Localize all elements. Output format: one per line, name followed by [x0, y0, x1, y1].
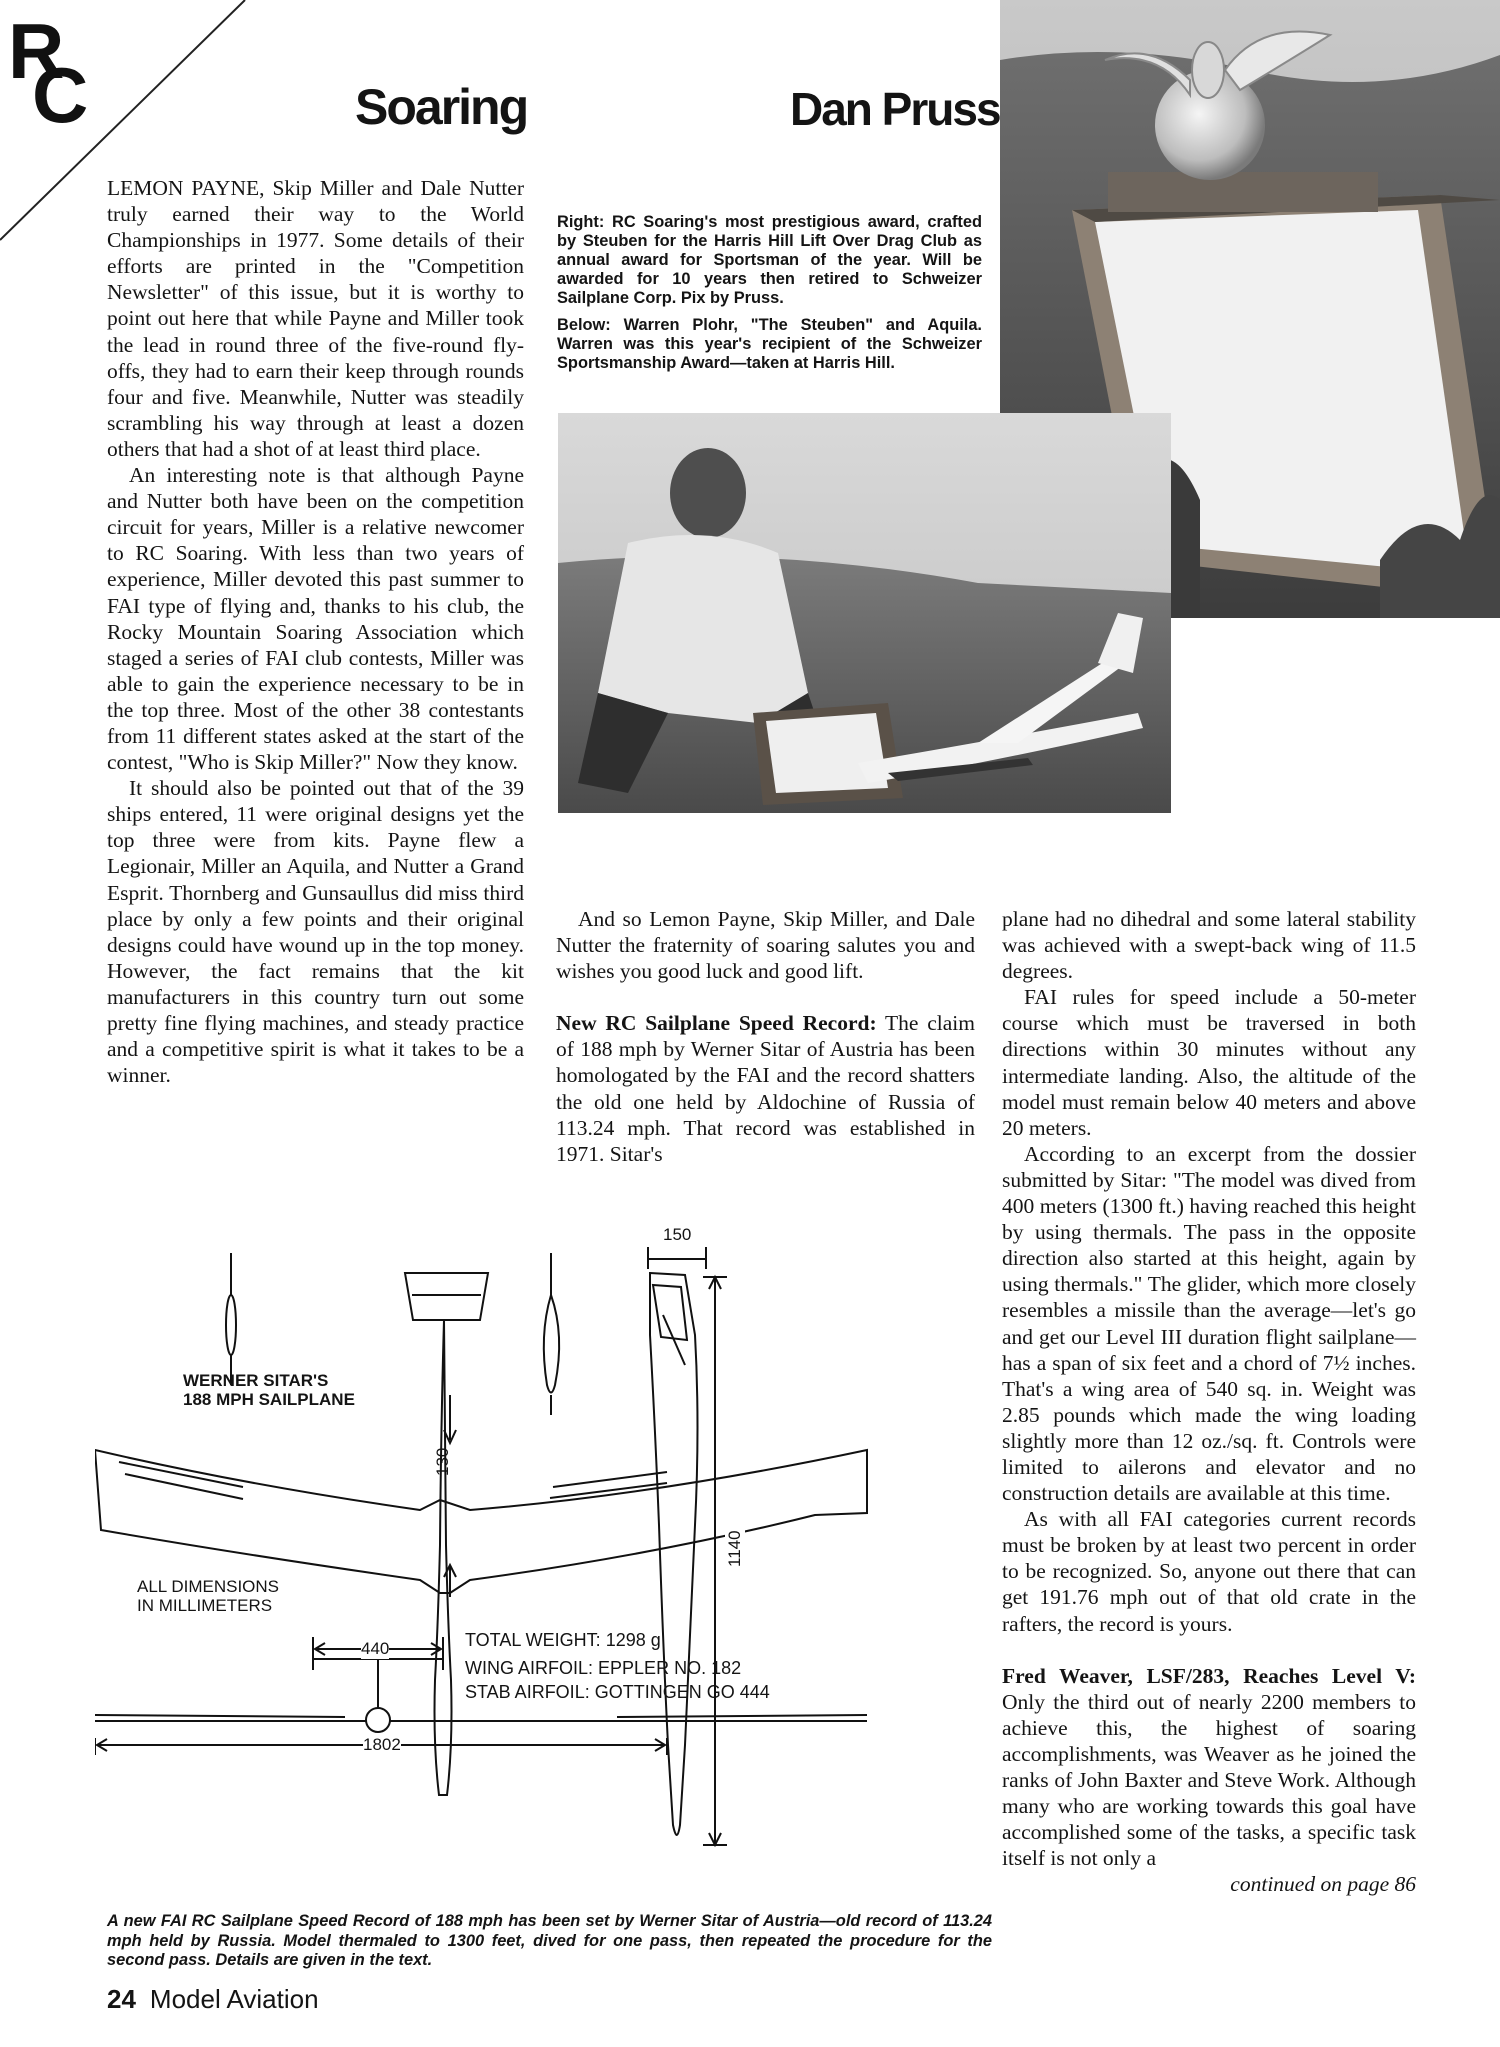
spec-total-weight: TOTAL WEIGHT: 1298 g — [465, 1630, 661, 1650]
right-paragraph-3: According to an excerpt from the dossier submitted by Sitar: "The model was dived from 400 meters (1300 ft.) having reached this height by using thermals. The pass in the opposite direction also started at this height, again by using thermals." The glider, which more closely resembles a missile than the average—let's go and get our Level III duration flight sailplane—has a span of six feet and a chord of 7½ inches. That's a wing area of 540 sq. in. Weight was 2.85 pounds which made the wing loading slightly more than 12 oz./sq. ft. Controls were limited to ailerons and elevator and no construction details are available at this time. — [1002, 1141, 1416, 1506]
figure-caption: A new FAI RC Sailplane Speed Record of 188 mph has been set by Werner Sitar of Austria—old record of 113.24 mph held by Russia. Model thermaled to 1300 feet, dived for one pass, then repeated the procedure for the second pass. Details are given in the text. — [107, 1912, 992, 1969]
fuselage-outline — [435, 1320, 452, 1795]
speed-record-body: The claim of 188 mph by Werner Sitar of Austria has been homologated by the FAI and the record shatters the old one held by Aldochine of Russia of 113.24 mph. That record was established in 1971. Sitar's — [556, 1011, 975, 1166]
continued-on-page: continued on page 86 — [1230, 1872, 1416, 1897]
column-middle — [556, 906, 975, 1167]
drawing-title-line-2: 188 MPH SAILPLANE — [183, 1390, 355, 1409]
dimension-stab-440: 440 — [361, 1639, 390, 1658]
drawing-specs — [465, 1628, 770, 1704]
spec-wing-airfoil: WING AIRFOIL: EPPLER NO. 182 — [465, 1658, 742, 1678]
magazine-name: Model Aviation — [149, 1984, 319, 2014]
column-right — [1002, 906, 1416, 1897]
drawing-title — [183, 1371, 355, 1409]
page-footer — [107, 1984, 319, 2015]
level-v-body: Only the third out of nearly 2200 members to achieve this, the highest of soaring accomplishments, was Weaver as he joined the ranks of John Baxter and Steve Work. Although many who are working towards this goal have accomplished some of the tasks, a specific task itself is not only a — [1002, 1689, 1416, 1871]
units-line-1: ALL DIMENSIONS — [137, 1577, 280, 1596]
speed-record-heading: New RC Sailplane Speed Record: — [556, 1011, 877, 1036]
left-paragraph-2: An interesting note is that although Payne and Nutter both have been on the competition circuit for years, Miller is a relative newcomer to RC Soaring. With less than two years of experience, Miller devoted this past summer to FAI type of flying and, thanks to his club, the Rocky Mountain Soaring Association which staged a series of FAI club contests, Miller was able to gain the experience necessary to be in the top three. Most of the other 38 contestants from 11 different states asked at the start of the contest, "Who is Skip Miller?" Now they know. — [107, 463, 524, 775]
middle-paragraph-1: And so Lemon Payne, Skip Miller, and Dale Nutter the fraternity of soaring salutes you and wishes you good luck and good lift. — [556, 907, 975, 984]
wing-outline — [95, 1450, 867, 1593]
level-v-heading: Fred Weaver, LSF/283, Reaches Level V: — [1002, 1663, 1416, 1688]
photo-captions — [557, 213, 982, 381]
right-paragraph-4: As with all FAI categories current records must be broken by at least two percent in order to be recognized. So, anyone out there that can get 191.76 mph out of that old crate in the rafters, the record is yours. — [1002, 1507, 1416, 1636]
right-paragraph-1: plane had no dihedral and some lateral stability was achieved with a swept-back wing of 11.5 degrees. — [1002, 907, 1416, 984]
dimension-fin-150: 150 — [663, 1225, 692, 1244]
drawing-title-line-1: WERNER SITAR'S — [183, 1371, 329, 1390]
stabilizer-outline — [405, 1273, 488, 1320]
page-number: 24 — [107, 1984, 136, 2014]
units-line-2: IN MILLIMETERS — [137, 1596, 273, 1615]
logo-letter-c: C — [32, 51, 89, 139]
column-left — [107, 175, 524, 1088]
spec-stab-airfoil: STAB AIRFOIL: GOTTINGEN GO 444 — [465, 1682, 770, 1702]
section-title: Soaring — [355, 79, 528, 135]
middle-paragraph-2 — [556, 1010, 975, 1167]
dimension-span-1802: 1802 — [363, 1735, 401, 1754]
caption-right: Right: RC Soaring's most prestigious award, crafted by Steuben for the Harris Hill Lift Over Drag Club as annual award for Sportsman of the year. Will be awarded for 10 years then retired to Schweizer Sailplane Corp. Pix by Pruss. — [557, 213, 982, 307]
right-paragraph-2: FAI rules for speed include a 50-meter course which must be traversed in both directions within 30 minutes without any intermediate landing. Also, the altitude of the model must remain below 40 meters and above 20 meters. — [1002, 985, 1416, 1140]
drawing-units-note — [137, 1577, 279, 1615]
author-byline: Dan Pruss — [790, 83, 1000, 135]
caption-below: Below: Warren Plohr, "The Steuben" and Aquila. Warren was this year's recipient of the Schweizer Sportsmanship Award—taken at Harris Hill. — [557, 316, 982, 372]
sailplane-three-view-drawing — [95, 1225, 995, 1915]
right-paragraph-5 — [1002, 1663, 1416, 1872]
dimension-chord-130: 130 — [433, 1447, 452, 1476]
dimension-length-1140: 1140 — [725, 1517, 745, 1567]
logo-letter-r: R — [8, 7, 65, 95]
left-paragraph-1: LEMON PAYNE, Skip Miller and Dale Nutter truly earned their way to the World Championships in 1977. Some details of their efforts are printed in the "Competition Newsletter" of this issue, but it is worthy to point out here that while Payne and Miller took the lead in round three of the five-round fly-offs, they had to earn their keep through rounds four and five. Meanwhile, Nutter was steadily scrambling his way through at least a dozen others that had a shot of at least third place. — [107, 176, 524, 461]
left-paragraph-3: It should also be pointed out that of the 39 ships entered, 11 were original designs yet the top three were from kits. Payne flew a Legionair, Miller an Aquila, and Nutter a Grand Esprit. Thornberg and Gunsaullus did miss third place by only a few points and their original designs could have wound up in the top money. However, the fact remains that the kit manufacturers in this country turn out some pretty fine flying machines, and steady practice and a competitive spirit is what it takes to be a winner. — [107, 776, 524, 1088]
photo-warren-plohr — [558, 413, 1171, 813]
